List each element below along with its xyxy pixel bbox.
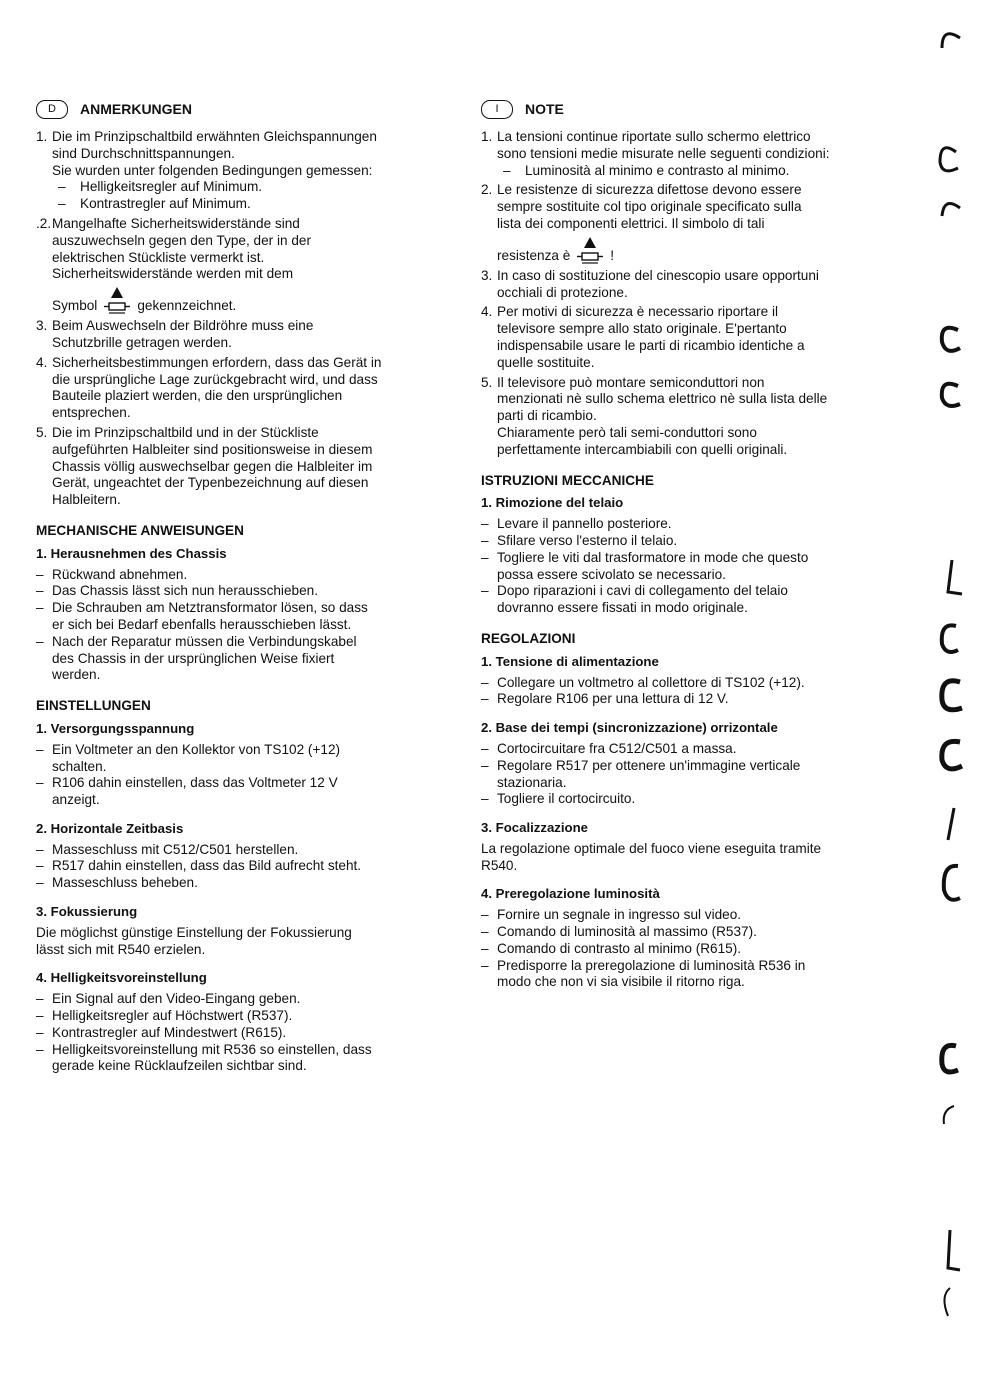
list-item: – Masseschluss beheben.: [36, 875, 198, 891]
language-badge-it: I: [481, 100, 513, 119]
list-item: – Helligkeitsregler auf Höchstwert (R537).: [36, 1008, 293, 1024]
subsection-title: 2. Horizontale Zeitbasis: [36, 820, 184, 836]
note-it-4: 4. Per motivi di sicurezza è necessario riportare il televisore sempre allo stato originale. E'pertanto indispensabile usare le parti di ricambio identiche a quelle sostituite.: [481, 304, 805, 370]
section-title: REGOLAZIONI: [481, 630, 576, 646]
italian-column: [481, 100, 876, 991]
paragraph: Die möglichst günstige Einstellung der Fokussierung lässt sich mit R540 erzielen.: [36, 924, 352, 957]
subsection-title: 4. Helligkeitsvoreinstellung: [36, 970, 207, 986]
list-item: – Predisporre la preregolazione di luminosità R536 in modo che non vi sia visibile il ritorno riga.: [481, 957, 806, 990]
subsection-title: 3. Fokussierung: [36, 904, 138, 920]
section-title: ISTRUZIONI MECCANICHE: [481, 472, 654, 488]
list-item: – Nach der Reparatur müssen die Verbindungskabel des Chassis in der ursprünglichen Weise fixiert werden.: [36, 633, 357, 683]
list-item: – Das Chassis lässt sich nun herausschieben.: [36, 583, 318, 599]
list-item: – Regolare R106 per una lettura di 12 V.: [481, 691, 729, 707]
note-it-1: 1. La tensioni continue riportate sullo schermo elettrico sono tensioni medie misurate nelle seguenti condizioni: – Luminosità al minimo e contrasto al minimo.: [481, 129, 830, 178]
list-item: – Die Schrauben am Netztransformator lösen, so dass er sich bei Bedarf ebenfalls herausschieben lässt.: [36, 600, 368, 632]
german-column: [36, 100, 436, 1075]
list-item: – Kontrastregler auf Mindestwert (R615).: [36, 1024, 287, 1040]
list-item: – R517 dahin einstellen, dass das Bild aufrecht steht.: [36, 858, 362, 874]
paragraph: La regolazione optimale del fuoco viene eseguita tramite R540.: [481, 840, 822, 873]
italian-notes-title: NOTE: [525, 101, 564, 118]
safety-resistor-symbol-icon: [576, 235, 604, 265]
list-item: – Dopo riparazioni i cavi di collegamento del telaio dovranno essere fissati in modo originale.: [481, 583, 788, 616]
language-badge-de: D: [36, 100, 68, 119]
list-item: – R106 dahin einstellen, dass das Voltmeter 12 V anzeigt.: [36, 775, 338, 808]
list-item: – Regolare R517 per ottenere un'immagine verticale stazionaria.: [481, 757, 801, 790]
subsection-title: 1. Herausnehmen des Chassis: [36, 545, 227, 561]
note-de-4: 4. Sicherheitsbestimmungen erfordern, dass das Gerät in die ursprüngliche Lage zurückgebracht wird, und dass Bauteile plaziert werden, die den ursprünglichen entsprechen.: [36, 354, 382, 421]
list-item: – Togliere le viti dal trasformatore in mode che questo possa essere scivolato se necessario.: [481, 549, 809, 582]
list-item: – Ein Voltmeter an den Kollektor von TS102 (+12) schalten.: [36, 741, 341, 774]
binding-hole-marks: [920, 0, 986, 1396]
list-item: – Sfilare verso l'esterno il telaio.: [481, 532, 678, 548]
list-item: – Togliere il cortocircuito.: [481, 791, 636, 807]
note-de-5: 5. Die im Prinzipschaltbild und in der Stückliste aufgeführten Halbleiter sind positionsweise in diesem Chassis völlig auswechselbar gegen die Halbleiter im Gerät, ungeachtet der Typenbezeichnung auf diesen Halbleitern.: [36, 424, 373, 508]
list-item: – Comando di luminosità al massimo (R537).: [481, 924, 757, 940]
list-item: – Rückwand abnehmen.: [36, 566, 188, 582]
subsection-title: 1. Rimozione del telaio: [481, 495, 624, 511]
section-title: EINSTELLUNGEN: [36, 698, 151, 714]
list-item: – Fornire un segnale in ingresso sul video.: [481, 907, 742, 923]
note-it-3: 3. In caso di sostituzione del cinescopio usare opportuni occhiali di protezione.: [481, 267, 819, 300]
note-de-3: 3. Beim Auswechseln der Bildröhre muss eine Schutzbrille getragen werden.: [36, 318, 314, 350]
note-de-1: 1. Die im Prinzipschaltbild erwähnten Gleichspannungen sind Durchschnittspannungen. Sie wurden unter folgenden Bedingungen gemessen: – Helligkeitsregler auf Minimum. – Kontrastregler auf Minimum.: [36, 129, 377, 212]
subsection-title: 1. Versorgungsspannung: [36, 720, 195, 736]
list-item: – Ein Signal auf den Video-Eingang geben.: [36, 991, 301, 1007]
list-item: – Helligkeitsvoreinstellung mit R536 so einstellen, dass gerade keine Rücklaufzeilen sichtbar sind.: [36, 1041, 372, 1074]
note-it-2: 2. Le resistenze di sicurezza difettose devono essere sempre sostituite col tipo originale specificato sulla lista dei componenti elettrici. Il simbolo di tali resistenza è !: [481, 182, 802, 263]
german-heading: [36, 100, 436, 119]
note-de-2: .2. Mangelhafte Sicherheitswiderstände sind auszuwechseln gegen den Type, der in der elektrischen Stückliste vermerkt ist. Sicherheitswiderstände werden mit dem Symbol gekennzeichnet.: [36, 215, 311, 314]
subsection-title: 3. Focalizzazione: [481, 820, 588, 836]
subsection-title: 1. Tensione di alimentazione: [481, 653, 659, 669]
italian-heading: [481, 100, 876, 119]
list-item: – Collegare un voltmetro al collettore di TS102 (+12).: [481, 674, 805, 690]
list-item: – Levare il pannello posteriore.: [481, 516, 672, 532]
german-notes-title: ANMERKUNGEN: [80, 101, 192, 118]
section-title: MECHANISCHE ANWEISUNGEN: [36, 522, 244, 538]
subsection-title: 4. Preregolazione luminosità: [481, 886, 660, 902]
list-item: – Masseschluss mit C512/C501 herstellen.: [36, 841, 299, 857]
safety-resistor-symbol-icon: [103, 285, 131, 315]
note-it-5: 5. Il televisore può montare semiconduttori non menzionati nè sullo schema elettrico nè sulla lista delle parti di ricambio. Chiaramente però tali semi-conduttori sono perfettamente intercambiabili con quelli originali.: [481, 374, 828, 457]
list-item: – Comando di contrasto al minimo (R615).: [481, 940, 742, 956]
list-item: – Cortocircuitare fra C512/C501 a massa.: [481, 740, 737, 756]
subsection-title: 2. Base dei tempi (sincronizzazione) orrizontale: [481, 720, 778, 736]
